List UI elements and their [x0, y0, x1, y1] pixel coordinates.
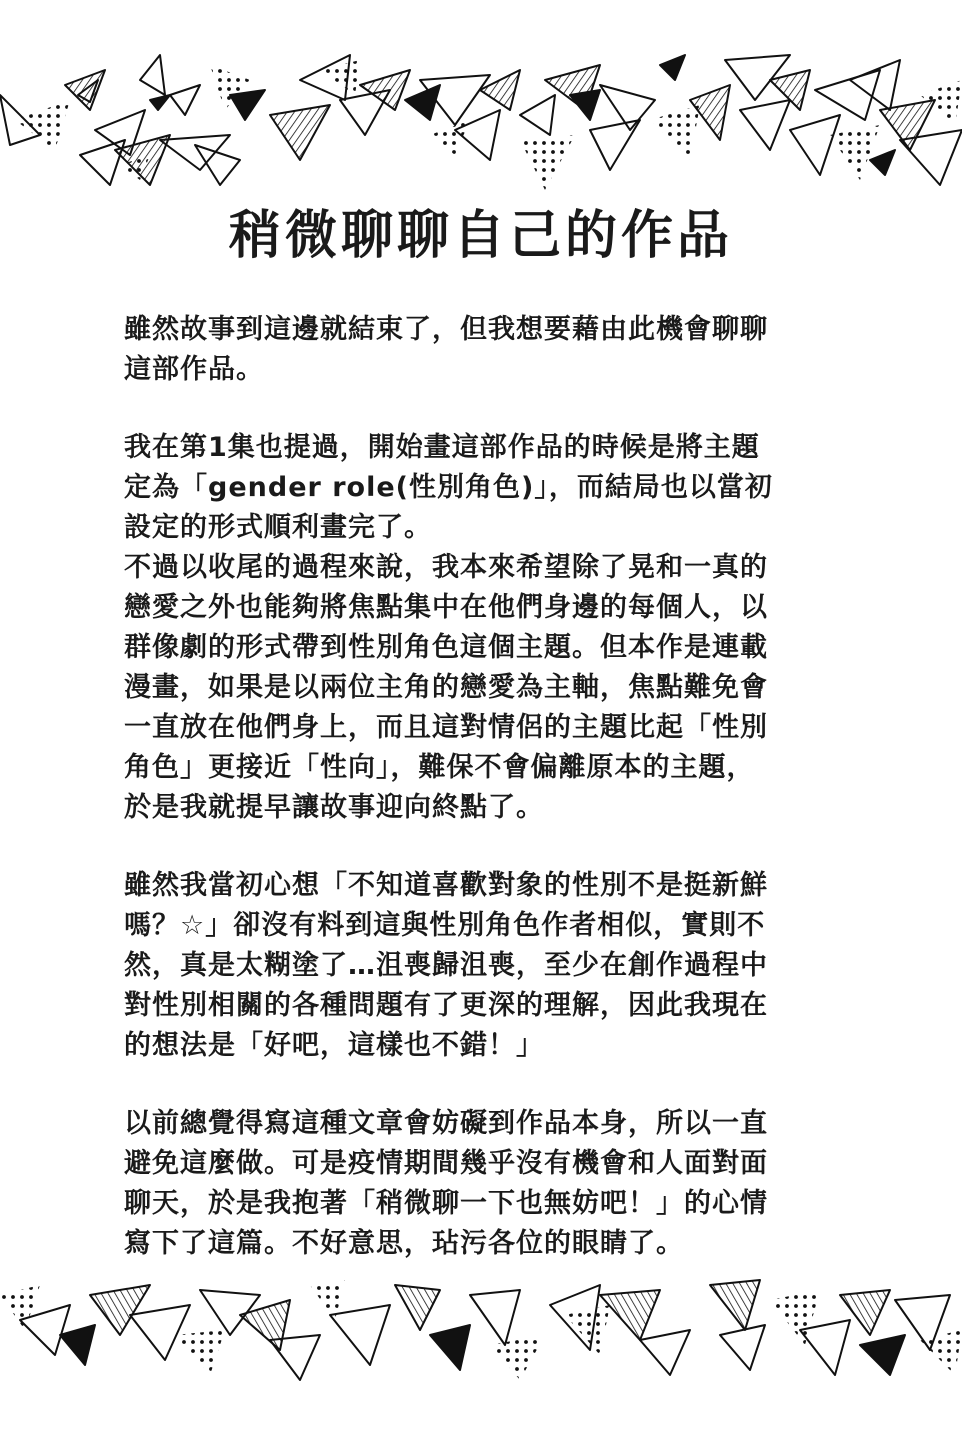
bottom-triangle-border	[0, 1275, 962, 1385]
paragraph-5: 以前總覺得寫這種文章會妨礙到作品本身，所以一直 避免這麼做。可是疫情期間幾乎沒有機會和人面對面 聊天，於是我抱著「稍微聊一下也無妨吧！」的心情 寫下了這篇。不好意思，玷污各位的眼睛了。	[124, 1108, 768, 1259]
page-title: 稍微聊聊自己的作品	[228, 206, 733, 266]
paragraph-4: 雖然我當初心想「不知道喜歡對象的性別不是挺新鮮 嗎？☆」卻沒有料到這與性別角色作者相似，實則不 然，真是太糊塗了…沮喪歸沮喪，至少在創作過程中 對性別相關的各種問題有了更深的理解，因此我現在 的想法是「好吧，這樣也不錯！」	[124, 870, 768, 1061]
paragraph-2: 我在第1集也提過，開始畫這部作品的時候是將主題 定為「gender role(性別角色)」，而結局也以當初 設定的形式順利畫完了。	[124, 432, 773, 543]
paragraph-1: 雖然故事到這邊就結束了，但我想要藉由此機會聊聊 這部作品。	[124, 314, 768, 385]
essay-body	[124, 310, 789, 1264]
top-triangle-border	[0, 40, 962, 210]
paragraph-3: 不過以收尾的過程來說，我本來希望除了晃和一真的 戀愛之外也能夠將焦點集中在他們身邊的每個人，以 群像劇的形式帶到性別角色這個主題。但本作是連載 漫畫，如果是以兩位主角的戀愛為主軸，焦點難免會 一直放在他們身上，而且這對情侶的主題比起「性別 角色」更接近「性向」，難保不會偏離原本的主題， 於是我就提早讓故事迎向終點了。	[124, 552, 768, 823]
